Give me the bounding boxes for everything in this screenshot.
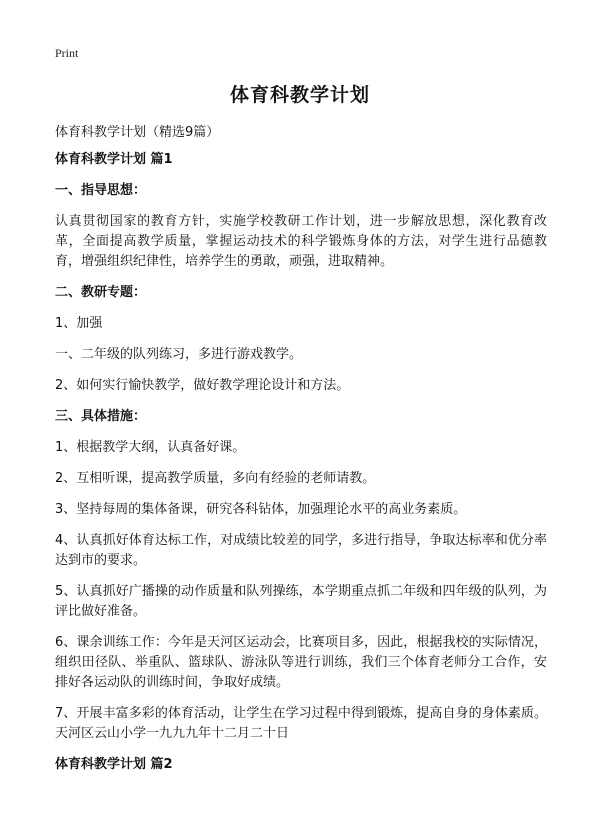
section-heading-2: 体育科教学计划 篇2 [55, 757, 173, 772]
measures-heading: 三、具体措施： [55, 409, 147, 424]
measure-item: 7、开展丰富多彩的体育活动，让学生在学习过程中得到锻炼，提高自身的身体素质。天河区云山小学一九九九年十二月二十日 [55, 706, 547, 741]
document-content [55, 150, 547, 786]
document-subtitle: 体育科教学计划（精选9篇） [55, 125, 220, 140]
section-heading-1: 体育科教学计划 篇1 [55, 152, 173, 167]
document-title: 体育科教学计划 [229, 84, 370, 106]
measure-item: 4、认真抓好体育达标工作，对成绩比较差的同学，多进行指导，争取达标率和优分率达到市的要求。 [55, 533, 547, 568]
measure-item: 6、课余训练工作：今年是天河区运动会，比赛项目多，因此，根据我校的实际情况，组织田径队、举重队、篮球队、游泳队等进行训练，我们三个体育老师分工合作，安排好各运动队的训练时间，争取好成绩。 [55, 635, 547, 690]
measure-item: 3、坚持每周的集体备课，研究各科钻体，加强理论水平的高业务素质。 [55, 502, 467, 517]
guiding-thought-paragraph: 认真贯彻国家的教育方针，实施学校教研工作计划，进一步解放思想，深化教育改革，全面提高教学质量，掌握运动技术的科学锻炼身体的方法，对学生进行品德教育，增强组织纪律性，培养学生的勇敢，顽强，进取精神。 [55, 214, 547, 269]
measure-item: 1、根据教学大纲，认真备好课。 [55, 440, 246, 455]
research-topic-item: 一、二年级的队列练习，多进行游戏教学。 [55, 347, 303, 362]
guiding-thought-heading: 一、指导思想： [55, 183, 147, 198]
research-topic-heading: 二、教研专题： [55, 285, 147, 300]
print-label[interactable]: Print [55, 46, 79, 60]
research-topic-item: 1、加强 [55, 316, 103, 331]
research-topic-item: 2、如何实行愉快教学，做好教学理论设计和方法。 [55, 378, 350, 393]
measure-item: 5、认真抓好广播操的动作质量和队列操练，本学期重点抓二年级和四年级的队列，为评比做好准备。 [55, 584, 547, 619]
measure-item: 2、互相听课，提高教学质量，多向有经验的老师请教。 [55, 471, 376, 486]
